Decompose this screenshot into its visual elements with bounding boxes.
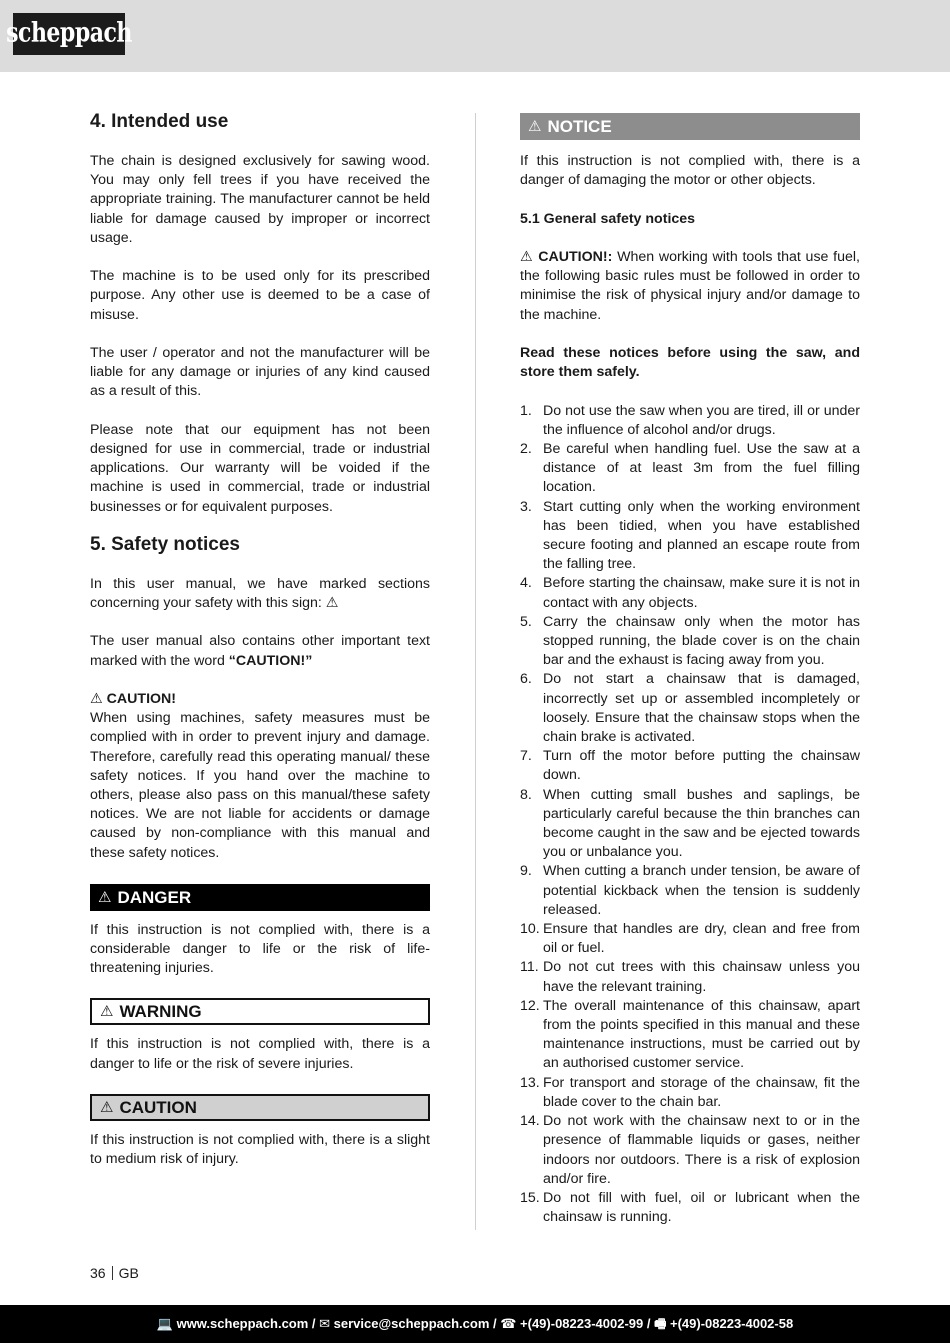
safety-rules-list: [520, 402, 860, 1228]
list-item-text: Carry the chainsaw only when the motor has stopped running, the blade cover is on the chain bar and the exhaust is facing away from you.: [543, 613, 860, 669]
warning-triangle-icon: ⚠: [100, 1098, 114, 1116]
list-item: [520, 747, 860, 785]
list-item-text: When cutting a branch under tension, be aware of potential kickback when the tension is suddenly released.: [543, 863, 860, 918]
list-item-text: Before starting the chainsaw, make sure it is not in contact with any objects.: [543, 575, 860, 611]
warning-triangle-icon: ⚠: [100, 1003, 114, 1021]
list-item-number: 1.: [520, 402, 532, 419]
paragraph: In this user manual, we have marked sections concerning your safety with this sign: ⚠: [90, 575, 430, 612]
list-item-text: Start cutting only when the working environment has been tidied, when you have established secure footing and planned an escape route from the falling tree.: [543, 498, 860, 573]
notice-banner: ⚠ NOTICE: [520, 113, 860, 140]
list-item-text: Ensure that handles are dry, clean and free from oil or fuel.: [543, 921, 860, 957]
list-item-text: Do not cut trees with this chainsaw unless you have the relevant training.: [543, 959, 860, 995]
list-item: [520, 574, 860, 612]
notice-text: If this instruction is not complied with, there is a danger of damaging the motor or other objects.: [520, 153, 860, 189]
list-item-text: Do not start a chainsaw that is damaged, incorrectly set up or assembled incompletely or loosely. Ensure that the chainsaw stops when the chain brake is activated.: [543, 671, 860, 746]
list-item-text: Do not fill with fuel, oil or lubricant when the chainsaw is running.: [543, 1189, 860, 1226]
warning-triangle-icon: ⚠: [528, 117, 542, 135]
list-item-text: The overall maintenance of this chainsaw, apart from the points specified in this manual and these maintenance instructions, must be carried out by an authorised customer service.: [543, 997, 860, 1072]
list-item: [520, 786, 860, 863]
list-item: [520, 862, 860, 920]
list-item-text: Turn off the motor before putting the chainsaw down.: [543, 748, 860, 784]
list-item: [520, 440, 860, 498]
caution-heading: ⚠ CAUTION!: [90, 691, 177, 707]
danger-text: If this instruction is not complied with, there is a considerable danger to life or the risk of life-threatening injuries.: [90, 921, 430, 977]
list-item: [520, 613, 860, 671]
contact-info: 💻 www.scheppach.com / ✉ service@scheppach.com / ☎ +(49)-08223-4002-99 / 🖷 +(49)-08223-4002-58: [156, 1316, 794, 1332]
page-header: [0, 0, 950, 72]
list-item-number: 9.: [520, 863, 532, 880]
list-item-text: Be careful when handling fuel. Use the saw at a distance of at least 3m from the fuel filling location.: [543, 440, 860, 496]
caution-paragraph: ⚠ CAUTION!: When working with tools that use fuel, the following basic rules must be followed in order to minimise the risk of physical injury and/or damage to the machine.: [520, 248, 860, 323]
list-item-number: 11.: [520, 959, 539, 976]
paragraph: The machine is to be used only for its prescribed purpose. Any other use is deemed to be a case of misuse.: [90, 268, 430, 323]
warning-banner: ⚠ WARNING: [90, 998, 430, 1025]
list-item-text: When cutting small bushes and saplings, be particularly careful because the thin branches can become caught in the saw and be ejected towards you or unbalance you.: [543, 786, 860, 861]
read-notice: Read these notices before using the saw, and store them safely.: [520, 344, 860, 381]
list-item-number: 12.: [520, 997, 540, 1014]
caution-text: If this instruction is not complied with, there is a slight to medium risk of injury.: [90, 1131, 430, 1168]
page-footer: [0, 1305, 950, 1343]
list-item-number: 3.: [520, 498, 532, 515]
list-item: [520, 958, 860, 996]
caution-paragraph: When using machines, safety measures must be complied with in order to prevent injury and damage. Therefore, carefully read this operating manual/ these safety notices. If you hand over the machine to others, please also pass on this manual/these safety notices. We are not liable for accidents or damage caused by non-compliance with this manual and these safety notices.: [90, 710, 430, 861]
page-number: 36 GB: [90, 1265, 139, 1281]
right-column: [520, 113, 860, 1227]
list-item-text: Do not use the saw when you are tired, ill or under the influence of alcohol and/or drugs.: [543, 402, 860, 438]
list-item: [520, 997, 860, 1074]
caution-banner: ⚠ CAUTION: [90, 1094, 430, 1121]
section-title-intended-use: 4. Intended use: [90, 111, 229, 132]
paragraph: The user / operator and not the manufacturer will be liable for any damage or injuries of any kind caused as a result of this.: [90, 345, 430, 400]
list-item: [520, 670, 860, 747]
subsection-title: 5.1 General safety notices: [520, 210, 696, 227]
list-item: [520, 1074, 860, 1112]
list-item-number: 6.: [520, 671, 532, 688]
brand-logo: scheppach: [13, 13, 125, 55]
list-item-text: For transport and storage of the chainsaw, fit the blade cover to the chain bar.: [543, 1074, 860, 1110]
list-item: [520, 1189, 860, 1227]
list-item: [520, 920, 860, 958]
warning-text: If this instruction is not complied with, there is a danger to life or the risk of severe injuries.: [90, 1036, 430, 1072]
list-item-number: 4.: [520, 575, 532, 592]
column-divider: [475, 113, 476, 1230]
left-column: [90, 110, 430, 1188]
list-item: [520, 1112, 860, 1189]
list-item-number: 8.: [520, 786, 532, 803]
warning-triangle-icon: ⚠: [98, 888, 112, 906]
danger-banner: ⚠ DANGER: [90, 884, 430, 911]
list-item-number: 14.: [520, 1113, 540, 1130]
list-item-text: Do not work with the chainsaw next to or in the presence of flammable liquids or gases, neither indoors nor outdoors. There is a risk of explosion and/or fire.: [543, 1113, 860, 1187]
paragraph: Please note that our equipment has not been designed for use in commercial, trade or industrial applications. Our warranty will be voided if the machine is used in commercial, trade or industrial businesses or for equivalent purposes.: [90, 421, 430, 515]
list-item-number: 7.: [520, 748, 532, 765]
separator: [112, 1266, 113, 1280]
list-item-number: 5.: [520, 613, 532, 630]
list-item: [520, 498, 860, 575]
list-item: [520, 402, 860, 440]
list-item-number: 10.: [520, 921, 540, 938]
list-item-number: 2.: [520, 440, 532, 457]
list-item-number: 13.: [520, 1074, 540, 1091]
section-title-safety-notices: 5. Safety notices: [90, 533, 240, 555]
paragraph: The user manual also contains other important text marked with the word “CAUTION!”: [90, 633, 430, 669]
paragraph: The chain is designed exclusively for sawing wood. You may only fell trees if you have received the appropriate training. The manufacturer cannot be held liable for damage caused by improper or incorrect usage.: [90, 153, 430, 246]
list-item-number: 15.: [520, 1189, 540, 1206]
